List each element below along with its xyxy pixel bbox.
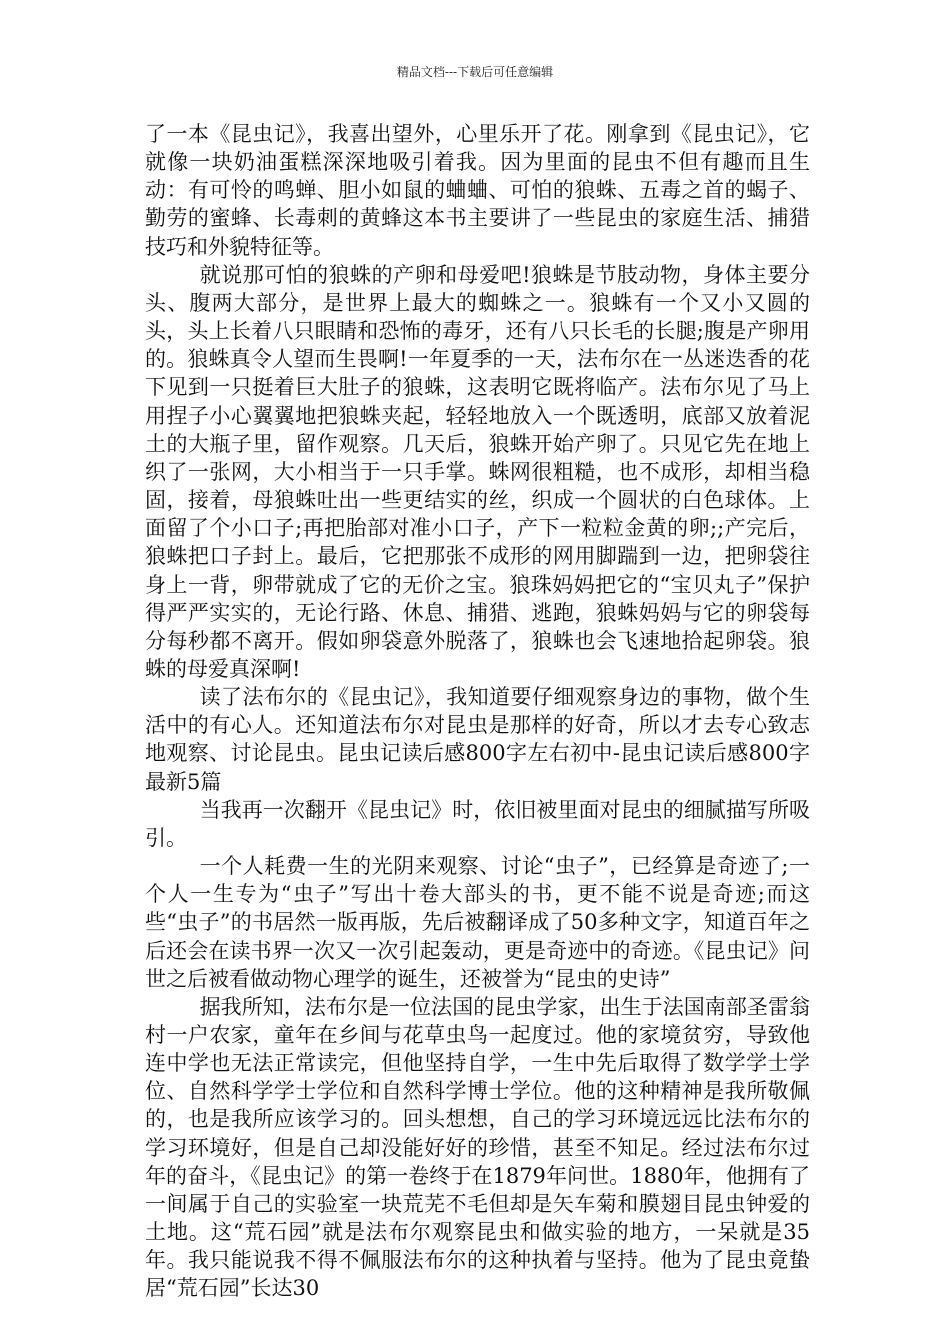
paragraph-5: 一个人耗费一生的光阴来观察、讨论“虫子”，已经算是奇迹了;一个人一生专为“虫子”写出十卷大部头的书，更不能不说是奇迹;而这些“虫子”的书居然一版再版，先后被翻译成了50多种文字，知道百年之后还会在读书界一次又一次引起轰动，更是奇迹中的奇迹。《昆虫记》问世之后被看做动物心理学的诞生，还被誉为“昆虫的史诗”: [145, 854, 810, 991]
header-text: 精品文档---下载后可任意编辑: [396, 65, 554, 79]
paragraph-6: 据我所知，法布尔是一位法国的昆虫学家，出生于法国南部圣雷翁村一户农家，童年在乡间与花草虫鸟一起度过。他的家境贫穷，导致他连中学也无法正常读完，但他坚持自学，一生中先后取得了数学学士学位、自然科学学士学位和自然科学博士学位。他的这种精神是我所敬佩的，也是我所应该学习的。回头想想，自己的学习环境远远比法布尔的学习环境好，但是自己却没能好好的珍惜，甚至不知足。经过法布尔过年的奋斗，《昆虫记》的第一卷终于在1879年问世。1880年，他拥有了一间属于自己的实验室一块荒芜不毛但却是矢车菊和膜翅目昆虫钟爱的土地。这“荒石园”就是法布尔观察昆虫和做实验的地方，一呆就是35年。我只能说我不得不佩服法布尔的这种执着与坚持。他为了昆虫竟蛰居“荒石园”长达30: [145, 994, 810, 1301]
page-header: [0, 64, 950, 80]
paragraph-2: 就说那可怕的狼蛛的产卵和母爱吧!狼蛛是节肢动物，身体主要分头、腹两大部分，是世界上最大的蜘蛛之一。狼蛛有一个又小又圆的头，头上长着八只眼睛和恐怖的毒牙，还有八只长毛的长腿;腹是产卵用的。狼蛛真令人望而生畏啊!一年夏季的一天，法布尔在一丛迷迭香的花下见到一只挺着巨大肚子的狼蛛，这表明它既将临产。法布尔见了马上用捏子小心翼翼地把狼蛛夹起，轻轻地放入一个既透明，底部又放着泥土的大瓶子里，留作观察。几天后，狼蛛开始产卵了。只见它先在地上织了一张网，大小相当于一只手掌。蛛网很粗糙，也不成形，却相当稳固，接着，母狼蛛吐出一些更结实的丝，织成一个圆状的白色球体。上面留了个小口子;再把胎部对准小口子，产下一粒粒金黄的卵;;产完后，狼蛛把口子封上。最后，它把那张不成形的网用脚踹到一边，把卵袋往身上一背，卵带就成了它的无价之宝。狼珠妈妈把它的“宝贝丸子”保护得严严实实的，无论行路、休息、捕猎、逃跑，狼蛛妈妈与它的卵袋每分每秒都不离开。假如卵袋意外脱落了，狼蛛也会飞速地拾起卵袋。狼蛛的母爱真深啊!: [145, 262, 810, 681]
document-body: [145, 120, 810, 1303]
paragraph-4: 当我再一次翻开《昆虫记》时，依旧被里面对昆虫的细腻描写所吸引。: [145, 797, 810, 850]
paragraph-3: 读了法布尔的《昆虫记》，我知道要仔细观察身边的事物，做个生活中的有心人。还知道法布尔对昆虫是那样的好奇，所以才去专心致志地观察、讨论昆虫。昆虫记读后感800字左右初中-昆虫记读后感800字最新5篇: [145, 685, 810, 794]
paragraph-1: 了一本《昆虫记》，我喜出望外，心里乐开了花。刚拿到《昆虫记》，它就像一块奶油蛋糕深深地吸引着我。因为里面的昆虫不但有趣而且生动：有可怜的鸣蝉、胆小如鼠的蛐蛐、可怕的狼蛛、五毒之首的蝎子、勤劳的蜜蜂、长毒刺的黄蜂这本书主要讲了一些昆虫的家庭生活、捕猎技巧和外貌特征等。: [145, 122, 810, 259]
